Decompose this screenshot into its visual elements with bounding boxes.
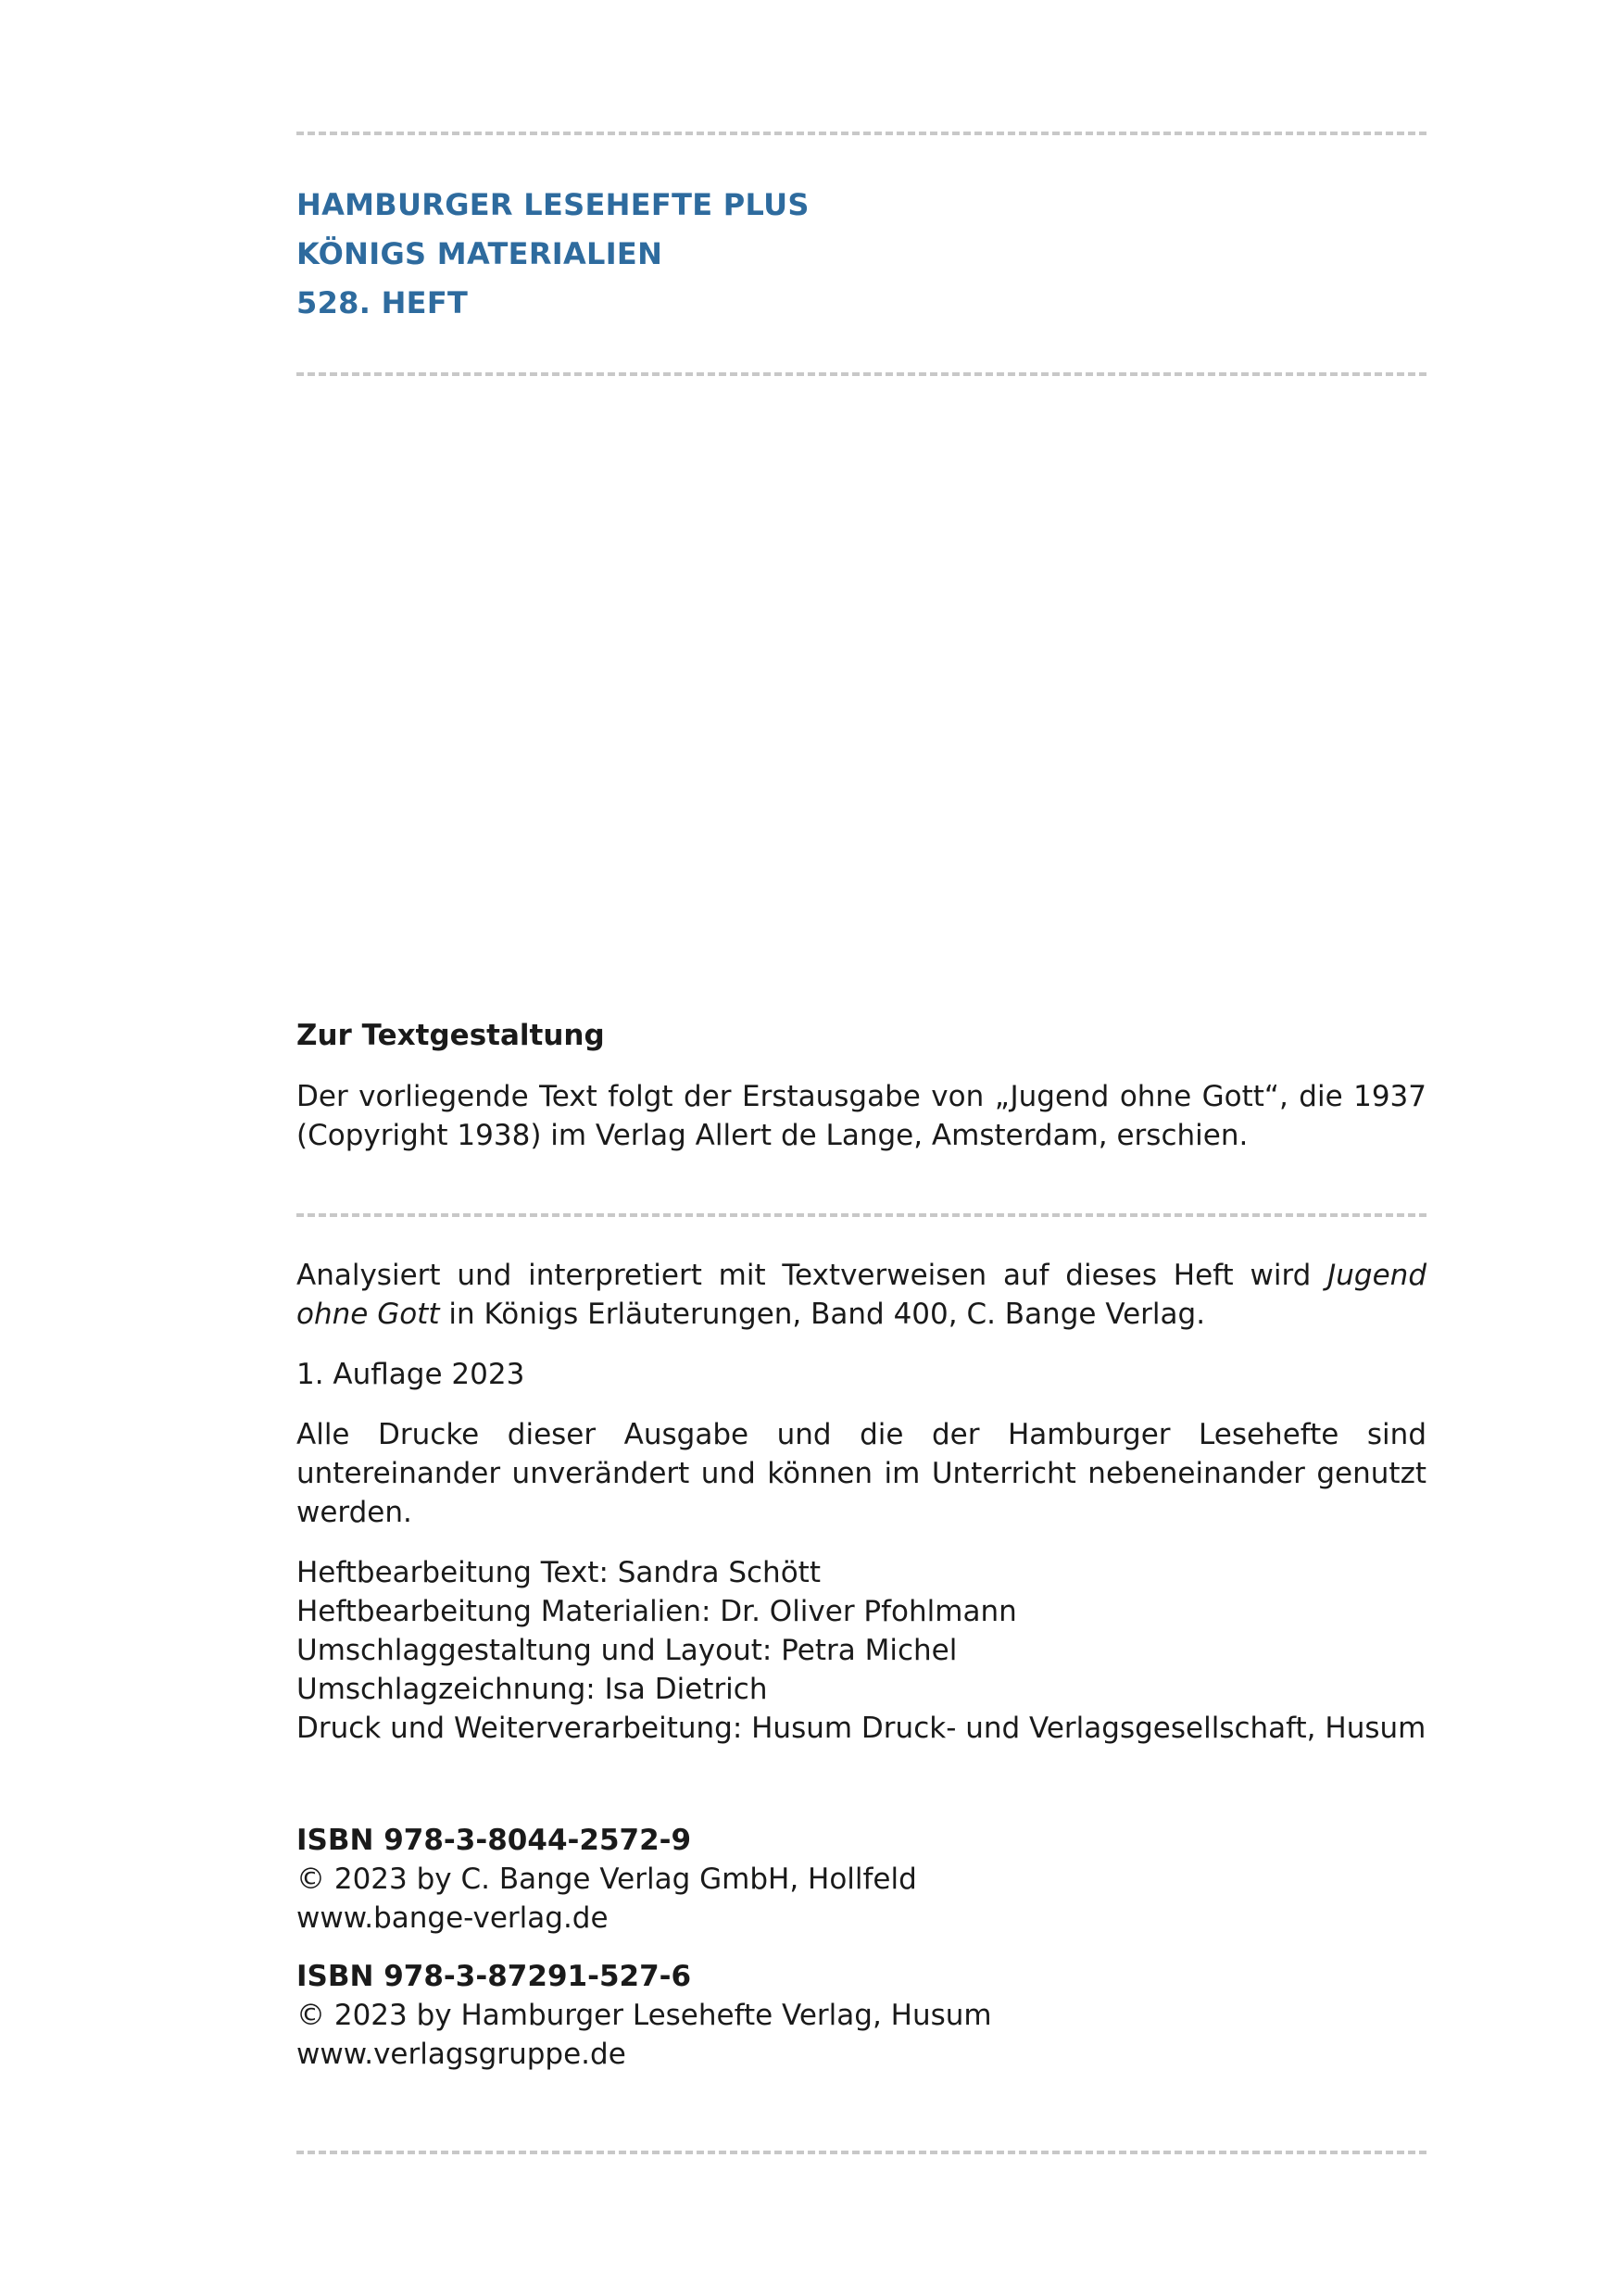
series-title-block [296,181,1426,328]
analysis-book-title: Jugend ohne Gott [296,1259,1426,1331]
publication-info [296,1256,1426,1748]
credit-line: Umschlaggestaltung und Layout: Petra Michel [296,1634,958,1667]
edition-note: 1. Auflage 2023 [296,1358,525,1391]
series-divider [296,372,1426,376]
analysis-prefix: Analysiert und interpretiert mit Textverweisen auf dieses Heft wird [296,1259,1328,1292]
textgestaltung-heading: Zur Textgestaltung [296,1019,605,1052]
credit-line: Heftbearbeitung Text: Sandra Schött [296,1556,821,1589]
isbn: ISBN 978-3-87291-527-6 [296,1960,692,1993]
credit-line: Druck und Weiterverarbeitung: Husum Druck- und Verlagsgesellschaft, Husum [296,1712,1426,1745]
credits-list [296,1553,1426,1748]
analysis-suffix: in Königs Erläuterungen, Band 400, C. Bange Verlag. [439,1298,1206,1331]
middle-divider [296,1213,1426,1217]
publisher-hamburger-lesehefte [296,1957,1426,2074]
credit-line: Heftbearbeitung Materialien: Dr. Oliver Pfohlmann [296,1595,1017,1628]
textgestaltung-section [296,1016,1426,1155]
isbn: ISBN 978-3-8044-2572-9 [296,1824,692,1857]
copyright: © 2023 by Hamburger Lesehefte Verlag, Husum [296,1999,992,2032]
analysis-note [296,1256,1426,1334]
top-divider [296,132,1426,135]
copyright: © 2023 by C. Bange Verlag GmbH, Hollfeld [296,1863,917,1896]
publisher-bange [296,1821,1426,1938]
series-name: HAMBURGER LESEHEFTE PLUS [296,187,810,222]
prints-note: Alle Drucke dieser Ausgabe und die der Hamburger Lesehefte sind untereinander unverändert und können im Unterricht nebeneinander genutzt werden. [296,1418,1426,1529]
bottom-divider [296,2151,1426,2154]
series-subtitle: KÖNIGS MATERIALIEN [296,236,663,271]
website-link[interactable]: www.bange-verlag.de [296,1901,609,1935]
textgestaltung-body: Der vorliegende Text folgt der Erstausgabe von „Jugend ohne Gott“, die 1937 (Copyright 1938) im Verlag Allert de Lange, Amsterdam, erschien. [296,1080,1426,1152]
website-link[interactable]: www.verlagsgruppe.de [296,2038,626,2071]
issue-number: 528. HEFT [296,285,469,320]
credit-line: Umschlagzeichnung: Isa Dietrich [296,1673,768,1706]
